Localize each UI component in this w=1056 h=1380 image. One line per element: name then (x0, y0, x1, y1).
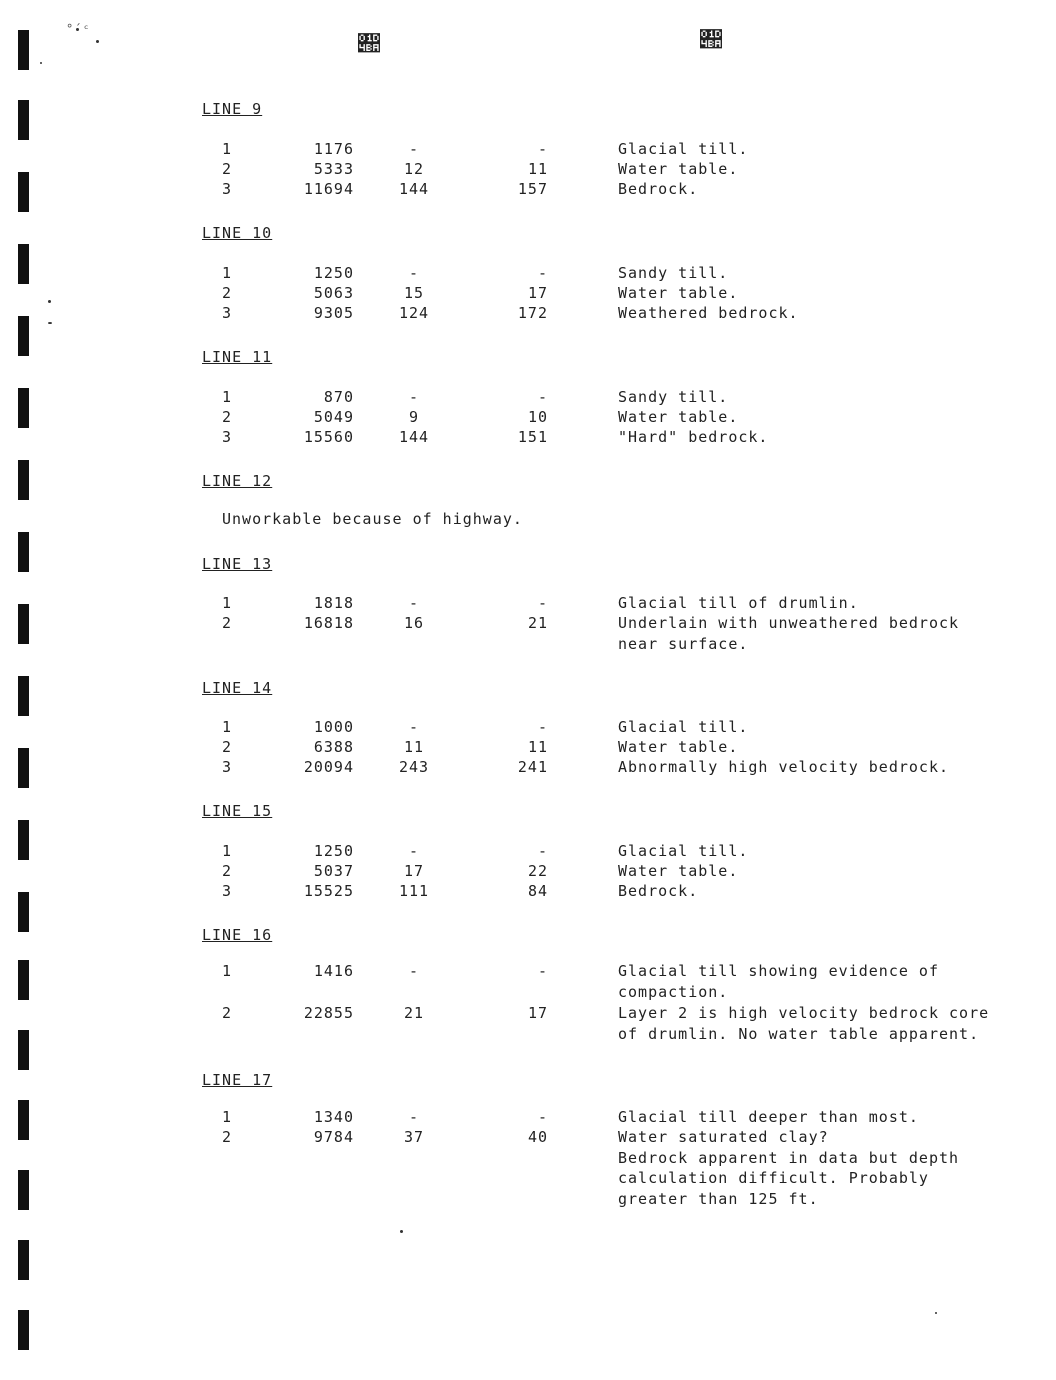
description-line: Sandy till. (618, 388, 729, 406)
layer-number: 2 (222, 1128, 233, 1146)
description-line: of drumlin. No water table apparent. (618, 1024, 980, 1043)
depth-b-value: 157 (517, 180, 548, 198)
description-line: calculation difficult. Probably (618, 1169, 929, 1187)
table-row (0, 862, 1056, 882)
depth-a-value: - (408, 1108, 420, 1126)
layer-number: 1 (222, 1108, 233, 1126)
depth-b-value: 40 (527, 1128, 548, 1146)
table-row (0, 1108, 1056, 1128)
layer-number: 3 (222, 882, 233, 900)
velocity-value: 1250 (313, 264, 354, 282)
section-title: LINE 12 (202, 472, 273, 490)
description-line: Bedrock. (618, 180, 699, 198)
description-line: Water table. (618, 160, 739, 178)
section-title: LINE 17 (202, 1071, 273, 1089)
depth-b-value: - (537, 140, 548, 158)
depth-a-value: - (408, 140, 420, 158)
table-row (0, 882, 1056, 902)
description-line: Weathered bedrock. (618, 304, 799, 322)
table-row (0, 304, 1056, 324)
depth-b-value: - (537, 388, 548, 406)
depth-a-value: 15 (403, 284, 425, 302)
section-title: LINE 14 (202, 679, 273, 697)
velocity-value: 16818 (303, 614, 354, 632)
depth-a-value: - (408, 718, 420, 736)
depth-a-value: - (408, 842, 420, 860)
description-line: near surface. (618, 634, 749, 653)
velocity-value: 1000 (313, 718, 354, 736)
description-line: Water table. (618, 284, 739, 302)
depth-a-value: 12 (403, 160, 425, 178)
layer-number: 2 (222, 862, 233, 880)
velocity-value: 5063 (313, 284, 354, 302)
binder-hole (18, 532, 29, 572)
table-row (0, 842, 1056, 862)
description-line: Sandy till. (618, 264, 729, 282)
table-row (0, 284, 1056, 304)
table-row (0, 140, 1056, 160)
depth-b-value: - (537, 718, 548, 736)
layer-number: 1 (222, 962, 233, 980)
layer-number: 2 (222, 284, 233, 302)
depth-b-value: - (537, 264, 548, 282)
description-line: Water table. (618, 862, 739, 880)
velocity-value: 15525 (303, 882, 354, 900)
depth-b-value: 17 (527, 1004, 548, 1022)
depth-b-value: - (537, 962, 548, 980)
velocity-value: 6388 (313, 738, 354, 756)
depth-a-value: - (408, 962, 420, 980)
description-line: Layer 2 is high velocity bedrock core (618, 1004, 990, 1022)
velocity-value: 20094 (303, 758, 354, 776)
scan-mark: 𝒺 (358, 32, 381, 57)
depth-b-value: - (537, 1108, 548, 1126)
velocity-value: 5333 (313, 160, 354, 178)
depth-b-value: 172 (517, 304, 548, 322)
speck (400, 1230, 403, 1233)
layer-number: 1 (222, 388, 233, 406)
binder-hole (18, 676, 29, 716)
depth-b-value: 241 (517, 758, 548, 776)
description-line: Glacial till deeper than most. (618, 1108, 919, 1126)
velocity-value: 22855 (303, 1004, 354, 1022)
description-line: Underlain with unweathered bedrock (618, 614, 960, 632)
description-line: Glacial till. (618, 140, 749, 158)
layer-number: 2 (222, 408, 233, 426)
top-scribble: °´ᶜ (66, 22, 91, 36)
table-row (0, 1004, 1056, 1043)
velocity-value: 9305 (313, 304, 354, 322)
depth-b-value: - (537, 842, 548, 860)
description-line: greater than 125 ft. (618, 1189, 819, 1208)
scan-mark: 𝒺 (700, 28, 723, 53)
layer-number: 1 (222, 140, 233, 158)
description-line: Water saturated clay? (618, 1128, 829, 1146)
depth-a-value: 9 (408, 408, 420, 426)
depth-a-value: 124 (398, 304, 430, 322)
layer-number: 3 (222, 428, 233, 446)
binder-hole (18, 1030, 29, 1070)
depth-b-value: 84 (527, 882, 548, 900)
speck (96, 40, 99, 43)
description-line: Water table. (618, 408, 739, 426)
depth-a-value: 144 (398, 180, 430, 198)
layer-number: 1 (222, 594, 233, 612)
depth-b-value: - (537, 594, 548, 612)
depth-a-value: 17 (403, 862, 425, 880)
velocity-value: 15560 (303, 428, 354, 446)
depth-a-value: 11 (403, 738, 425, 756)
velocity-value: 5037 (313, 862, 354, 880)
depth-b-value: 17 (527, 284, 548, 302)
layer-number: 3 (222, 304, 233, 322)
velocity-value: 11694 (303, 180, 354, 198)
layer-number: 3 (222, 758, 233, 776)
description-line: Glacial till. (618, 842, 749, 860)
section-title: LINE 9 (202, 100, 263, 118)
description-line: Abnormally high velocity bedrock. (618, 758, 950, 776)
table-row (0, 738, 1056, 758)
velocity-value: 1340 (313, 1108, 354, 1126)
depth-a-value: 111 (398, 882, 430, 900)
depth-b-value: 11 (527, 738, 548, 756)
table-row (0, 264, 1056, 284)
depth-b-value: 11 (527, 160, 548, 178)
description-line: Glacial till. (618, 718, 749, 736)
velocity-value: 870 (323, 388, 354, 406)
depth-a-value: 144 (398, 428, 430, 446)
layer-number: 2 (222, 1004, 233, 1022)
depth-a-value: - (408, 594, 420, 612)
velocity-value: 1818 (313, 594, 354, 612)
depth-a-value: - (408, 388, 420, 406)
depth-b-value: 10 (527, 408, 548, 426)
layer-number: 1 (222, 264, 233, 282)
depth-b-value: 21 (527, 614, 548, 632)
velocity-value: 1176 (313, 140, 354, 158)
section-title: LINE 13 (202, 555, 273, 573)
layer-number: 2 (222, 160, 233, 178)
table-row (0, 408, 1056, 428)
table-row (0, 180, 1056, 200)
description-line: Glacial till of drumlin. (618, 594, 859, 612)
description-line: Bedrock apparent in data but depth (618, 1148, 960, 1167)
depth-a-value: 37 (403, 1128, 425, 1146)
binder-hole (18, 100, 29, 140)
layer-number: 1 (222, 718, 233, 736)
description-line: compaction. (618, 982, 729, 1001)
section-title: LINE 11 (202, 348, 273, 366)
velocity-value: 1416 (313, 962, 354, 980)
velocity-value: 5049 (313, 408, 354, 426)
binder-hole (18, 30, 29, 70)
table-row (0, 594, 1056, 614)
table-row (0, 428, 1056, 448)
table-row (0, 962, 1056, 1001)
layer-number: 2 (222, 738, 233, 756)
velocity-value: 9784 (313, 1128, 354, 1146)
section-title: LINE 10 (202, 224, 273, 242)
speck (935, 1312, 937, 1314)
table-row (0, 1128, 1056, 1208)
description-line: Water table. (618, 738, 739, 756)
description-line: Glacial till showing evidence of (618, 962, 939, 980)
table-row (0, 718, 1056, 738)
depth-b-value: 22 (527, 862, 548, 880)
binder-hole (18, 1170, 29, 1210)
layer-number: 3 (222, 180, 233, 198)
table-row (0, 160, 1056, 180)
layer-number: 2 (222, 614, 233, 632)
layer-number: 1 (222, 842, 233, 860)
binder-hole (18, 1310, 29, 1350)
table-row (0, 614, 1056, 653)
table-row (0, 388, 1056, 408)
depth-a-value: - (408, 264, 420, 282)
description-line: "Hard" bedrock. (618, 428, 769, 446)
speck (40, 62, 42, 64)
binder-hole (18, 1240, 29, 1280)
depth-a-value: 21 (403, 1004, 425, 1022)
depth-b-value: 151 (517, 428, 548, 446)
binder-hole (18, 460, 29, 500)
section-title: LINE 16 (202, 926, 273, 944)
section-note: Unworkable because of highway. (222, 510, 523, 528)
depth-a-value: 243 (398, 758, 430, 776)
section-title: LINE 15 (202, 802, 273, 820)
description-line: Bedrock. (618, 882, 699, 900)
velocity-value: 1250 (313, 842, 354, 860)
table-row (0, 758, 1056, 778)
depth-a-value: 16 (403, 614, 425, 632)
